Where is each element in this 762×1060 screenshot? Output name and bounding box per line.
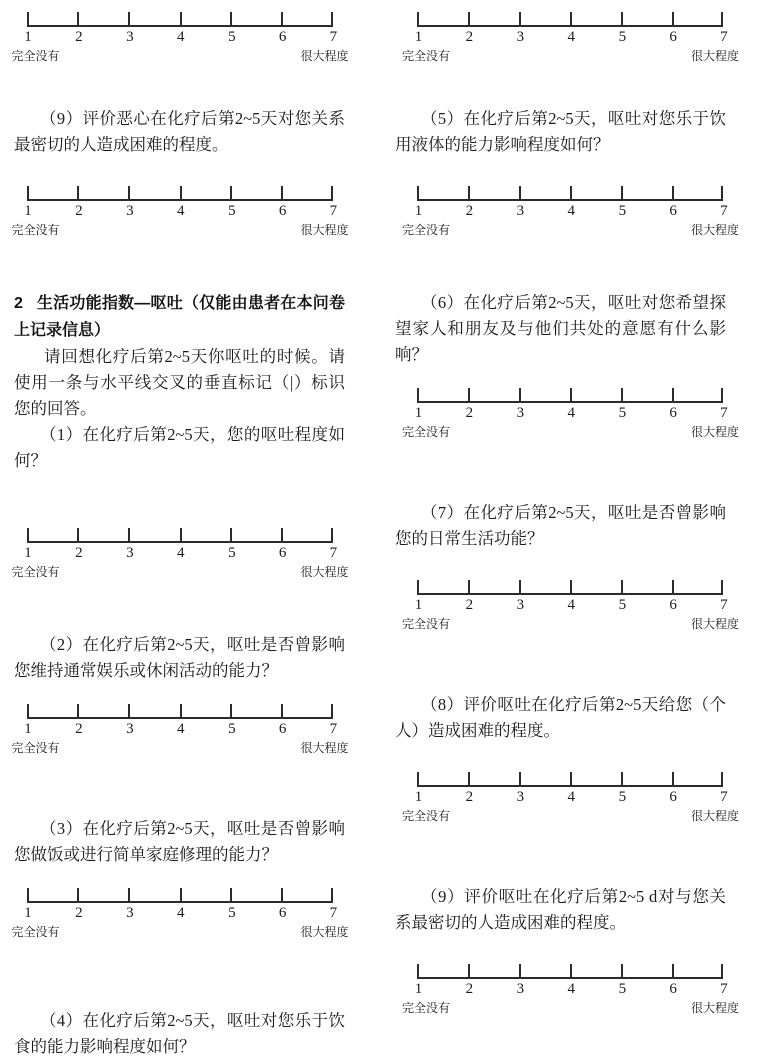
scale-anchor-low: 完全没有 — [402, 425, 451, 439]
scale-number-1: 1 — [414, 981, 423, 997]
scale-track[interactable] — [27, 184, 333, 201]
scale-tick-4 — [570, 12, 572, 27]
question-3: （3）在化疗后第2~5天，呕吐是否曾影响您做饭或进行简单家庭修理的能力？ — [14, 819, 345, 864]
scale-number-3: 3 — [516, 405, 525, 421]
scale-anchor-low: 完全没有 — [11, 925, 60, 939]
rating-scale[interactable] — [11, 702, 349, 756]
scale-tick-5 — [230, 528, 232, 543]
scale-anchor-high: 很大程度 — [300, 741, 349, 755]
scale-anchor-low: 完全没有 — [402, 1001, 451, 1015]
scale-number-3: 3 — [126, 721, 134, 737]
scale-tick-2 — [77, 704, 79, 719]
scale-number-6: 6 — [278, 905, 287, 921]
question-7: （7）在化疗后第2~5天，呕吐是否曾影响您的日常生活功能？ — [395, 503, 726, 548]
scale-tick-7 — [721, 388, 723, 403]
rating-scale[interactable] — [402, 770, 739, 824]
scale-number-3: 3 — [516, 29, 525, 45]
scale-tick-6 — [672, 388, 674, 403]
question-8: （8）评价呕吐在化疗后第2~5天给您（个人）造成困难的程度。 — [395, 695, 726, 740]
rating-scale[interactable] — [402, 386, 739, 440]
scale-tick-7 — [721, 580, 723, 595]
scale-anchor-high: 很大程度 — [300, 565, 349, 579]
scale-number-7: 7 — [329, 203, 338, 219]
scale-number-5: 5 — [618, 203, 627, 219]
left-column — [0, 0, 381, 1056]
scale-tick-7 — [331, 186, 333, 201]
scale-tick-5 — [621, 772, 623, 787]
scale-tick-6 — [672, 580, 674, 595]
question-6: （6）在化疗后第2~5天，呕吐对您希望探望家人和朋友及与他们共处的意愿有什么影响？ — [395, 293, 726, 364]
scale-tick-1 — [417, 388, 419, 403]
scale-tick-1 — [27, 12, 29, 27]
rating-scale[interactable] — [402, 10, 739, 64]
question-4: （4）在化疗后第2~5天，呕吐对您乐于饮食的能力影响程度如何？ — [14, 1011, 345, 1056]
scale-numbers — [414, 788, 728, 807]
scale-tick-4 — [570, 388, 572, 403]
scale-tick-5 — [230, 704, 232, 719]
scale-number-6: 6 — [278, 545, 287, 561]
scale-tick-4 — [570, 186, 572, 201]
scale-anchors — [402, 48, 739, 64]
scale-number-1: 1 — [24, 545, 32, 561]
scale-tick-3 — [128, 12, 130, 27]
scale-number-4: 4 — [567, 405, 575, 421]
scale-anchor-low: 完全没有 — [402, 223, 451, 237]
scale-anchors — [11, 222, 349, 238]
scale-number-6: 6 — [669, 981, 677, 997]
scale-tick-3 — [128, 186, 130, 201]
question-9: （9）评价呕吐在化疗后第2~5 d对与您关系最密切的人造成困难的程度。 — [395, 887, 726, 932]
scale-number-4: 4 — [567, 981, 575, 997]
scale-number-5: 5 — [228, 29, 236, 45]
scale-number-5: 5 — [228, 721, 236, 737]
scale-number-1: 1 — [414, 29, 423, 45]
scale-numbers — [24, 904, 338, 923]
rating-scale[interactable] — [11, 10, 349, 64]
scale-anchors — [402, 222, 739, 238]
scale-number-2: 2 — [75, 29, 83, 45]
scale-number-3: 3 — [516, 203, 525, 219]
scale-track[interactable] — [417, 962, 723, 979]
scale-tick-4 — [180, 186, 182, 201]
scale-anchor-high: 很大程度 — [690, 1001, 739, 1015]
scale-number-5: 5 — [618, 789, 627, 805]
scale-tick-6 — [281, 704, 283, 719]
scale-number-5: 5 — [618, 29, 627, 45]
scale-tick-5 — [621, 964, 623, 979]
scale-tick-1 — [417, 580, 419, 595]
scale-tick-7 — [331, 12, 333, 27]
scale-number-5: 5 — [228, 905, 236, 921]
scale-tick-3 — [519, 772, 521, 787]
question-5: （5）在化疗后第2~5天，呕吐对您乐于饮用液体的能力影响程度如何？ — [395, 109, 726, 154]
scale-tick-5 — [621, 186, 623, 201]
scale-track[interactable] — [27, 886, 333, 903]
scale-number-4: 4 — [176, 721, 185, 737]
scale-tick-7 — [721, 12, 723, 27]
scale-tick-3 — [128, 888, 130, 903]
scale-anchor-low: 完全没有 — [11, 741, 60, 755]
scale-anchor-high: 很大程度 — [690, 49, 739, 63]
scale-number-5: 5 — [228, 545, 236, 561]
scale-number-1: 1 — [24, 203, 32, 219]
section-number: 2 — [14, 295, 23, 312]
scale-anchor-high: 很大程度 — [690, 223, 739, 237]
scale-numbers — [414, 404, 728, 423]
scale-tick-1 — [27, 704, 29, 719]
scale-tick-1 — [417, 772, 419, 787]
scale-number-2: 2 — [75, 203, 83, 219]
scale-anchors — [402, 808, 739, 824]
scale-number-4: 4 — [176, 545, 185, 561]
scale-numbers — [24, 202, 338, 221]
scale-number-7: 7 — [720, 29, 728, 45]
scale-number-7: 7 — [720, 203, 728, 219]
scale-number-2: 2 — [465, 789, 474, 805]
rating-scale[interactable] — [402, 184, 739, 238]
scale-track[interactable] — [417, 386, 723, 403]
scale-number-3: 3 — [516, 789, 525, 805]
scale-number-1: 1 — [24, 29, 32, 45]
scale-tick-3 — [128, 528, 130, 543]
scale-tick-4 — [180, 12, 182, 27]
scale-tick-2 — [77, 186, 79, 201]
scale-anchor-high: 很大程度 — [300, 223, 349, 237]
scale-number-2: 2 — [75, 721, 83, 737]
scale-number-4: 4 — [567, 597, 575, 613]
scale-tick-2 — [468, 186, 470, 201]
scale-number-6: 6 — [669, 29, 677, 45]
scale-number-7: 7 — [720, 789, 728, 805]
scale-track[interactable] — [27, 10, 333, 27]
scale-number-5: 5 — [618, 405, 627, 421]
scale-tick-6 — [281, 888, 283, 903]
scale-track[interactable] — [417, 770, 723, 787]
scale-number-6: 6 — [278, 203, 287, 219]
scale-tick-7 — [331, 888, 333, 903]
scale-tick-1 — [417, 964, 419, 979]
scale-number-7: 7 — [720, 981, 728, 997]
scale-number-1: 1 — [414, 203, 423, 219]
scale-anchor-high: 很大程度 — [300, 49, 349, 63]
scale-numbers — [24, 28, 338, 47]
scale-anchor-high: 很大程度 — [690, 617, 739, 631]
scale-number-5: 5 — [618, 981, 627, 997]
scale-tick-2 — [468, 772, 470, 787]
scale-number-6: 6 — [669, 405, 677, 421]
scale-track[interactable] — [417, 184, 723, 201]
scale-track[interactable] — [27, 526, 333, 543]
scale-anchors — [11, 564, 349, 580]
scale-number-1: 1 — [24, 721, 32, 737]
scale-number-7: 7 — [329, 545, 338, 561]
scale-number-2: 2 — [75, 545, 83, 561]
section-instructions: 请回想化疗后第2~5天你呕吐的时候。请使用一条与水平线交叉的垂直标记（|）标识您的回答。 — [14, 347, 345, 418]
scale-track[interactable] — [27, 702, 333, 719]
scale-anchors — [11, 924, 349, 940]
scale-tick-5 — [621, 12, 623, 27]
scale-number-4: 4 — [176, 29, 185, 45]
scale-tick-3 — [519, 580, 521, 595]
scale-tick-3 — [128, 704, 130, 719]
scale-number-3: 3 — [126, 545, 134, 561]
scale-numbers — [414, 28, 728, 47]
scale-numbers — [24, 720, 338, 739]
scale-tick-3 — [519, 186, 521, 201]
question-nausea-9: （9）评价恶心在化疗后第2~5天对您关系最密切的人造成困难的程度。 — [14, 109, 345, 154]
section-title: 生活功能指数—呕吐（仅能由患者在本问卷上记录信息） — [14, 295, 345, 339]
scale-tick-2 — [468, 580, 470, 595]
scale-tick-4 — [570, 580, 572, 595]
scale-tick-5 — [621, 580, 623, 595]
scale-tick-6 — [672, 12, 674, 27]
scale-number-2: 2 — [465, 597, 474, 613]
scale-tick-4 — [180, 888, 182, 903]
scale-tick-7 — [331, 528, 333, 543]
scale-number-1: 1 — [414, 405, 423, 421]
scale-number-2: 2 — [465, 29, 474, 45]
rating-scale[interactable] — [11, 184, 349, 238]
scale-tick-1 — [27, 528, 29, 543]
scale-anchor-low: 完全没有 — [11, 223, 60, 237]
scale-number-3: 3 — [126, 29, 134, 45]
scale-number-4: 4 — [567, 203, 575, 219]
scale-tick-5 — [230, 186, 232, 201]
scale-numbers — [414, 980, 728, 999]
scale-tick-7 — [721, 772, 723, 787]
scale-tick-4 — [180, 704, 182, 719]
scale-number-6: 6 — [669, 789, 677, 805]
scale-tick-5 — [621, 388, 623, 403]
scale-tick-1 — [417, 186, 419, 201]
scale-number-6: 6 — [669, 597, 677, 613]
scale-tick-7 — [721, 964, 723, 979]
scale-tick-6 — [672, 772, 674, 787]
scale-tick-7 — [721, 186, 723, 201]
scale-number-4: 4 — [567, 29, 575, 45]
scale-number-7: 7 — [329, 905, 338, 921]
scale-tick-4 — [570, 964, 572, 979]
scale-numbers — [414, 202, 728, 221]
scale-anchor-high: 很大程度 — [690, 809, 739, 823]
scale-tick-7 — [331, 704, 333, 719]
scale-tick-2 — [77, 528, 79, 543]
scale-tick-2 — [468, 964, 470, 979]
scale-number-5: 5 — [228, 203, 236, 219]
scale-tick-6 — [672, 186, 674, 201]
scale-anchors — [11, 740, 349, 756]
scale-anchor-low: 完全没有 — [11, 49, 60, 63]
scale-number-1: 1 — [414, 789, 423, 805]
question-1: （1）在化疗后第2~5天，您的呕吐程度如何？ — [14, 425, 345, 470]
scale-number-7: 7 — [329, 721, 338, 737]
scale-anchors — [11, 48, 349, 64]
scale-anchor-high: 很大程度 — [300, 925, 349, 939]
scale-anchor-low: 完全没有 — [402, 49, 451, 63]
rating-scale[interactable] — [402, 578, 739, 632]
scale-tick-1 — [27, 186, 29, 201]
rating-scale[interactable] — [402, 962, 739, 1016]
scale-anchors — [402, 424, 739, 440]
scale-track[interactable] — [417, 10, 723, 27]
rating-scale[interactable] — [11, 526, 349, 580]
scale-tick-2 — [468, 12, 470, 27]
scale-number-7: 7 — [720, 597, 728, 613]
scale-tick-5 — [230, 888, 232, 903]
scale-tick-3 — [519, 388, 521, 403]
scale-tick-5 — [230, 12, 232, 27]
scale-number-6: 6 — [669, 203, 677, 219]
rating-scale[interactable] — [11, 886, 349, 940]
scale-tick-4 — [570, 772, 572, 787]
question-2: （2）在化疗后第2~5天，呕吐是否曾影响您维持通常娱乐或休闲活动的能力？ — [14, 635, 345, 680]
scale-anchor-low: 完全没有 — [402, 617, 451, 631]
scale-number-2: 2 — [465, 203, 474, 219]
scale-anchors — [402, 616, 739, 632]
scale-number-4: 4 — [176, 905, 185, 921]
scale-numbers — [414, 596, 728, 615]
scale-tick-6 — [281, 528, 283, 543]
scale-tick-1 — [27, 888, 29, 903]
scale-number-2: 2 — [465, 981, 474, 997]
scale-number-3: 3 — [516, 981, 525, 997]
scale-tick-2 — [77, 12, 79, 27]
scale-numbers — [24, 544, 338, 563]
section-heading — [14, 290, 345, 344]
scale-number-3: 3 — [126, 203, 134, 219]
scale-anchors — [402, 1000, 739, 1016]
scale-number-3: 3 — [126, 905, 134, 921]
scale-tick-6 — [672, 964, 674, 979]
scale-number-3: 3 — [516, 597, 525, 613]
scale-tick-6 — [281, 12, 283, 27]
scale-number-1: 1 — [414, 597, 423, 613]
scale-tick-1 — [417, 12, 419, 27]
scale-number-4: 4 — [567, 789, 575, 805]
scale-tick-3 — [519, 964, 521, 979]
scale-anchor-low: 完全没有 — [402, 809, 451, 823]
scale-number-7: 7 — [720, 405, 728, 421]
scale-anchor-low: 完全没有 — [11, 565, 60, 579]
scale-tick-2 — [468, 388, 470, 403]
scale-tick-3 — [519, 12, 521, 27]
scale-number-1: 1 — [24, 905, 32, 921]
scale-anchor-high: 很大程度 — [690, 425, 739, 439]
scale-number-6: 6 — [278, 29, 287, 45]
scale-number-2: 2 — [465, 405, 474, 421]
right-column — [381, 0, 762, 1036]
scale-tick-2 — [77, 888, 79, 903]
scale-tick-6 — [281, 186, 283, 201]
scale-number-7: 7 — [329, 29, 338, 45]
scale-number-2: 2 — [75, 905, 83, 921]
scale-number-5: 5 — [618, 597, 627, 613]
scale-number-6: 6 — [278, 721, 287, 737]
scale-tick-4 — [180, 528, 182, 543]
scale-number-4: 4 — [176, 203, 185, 219]
scale-track[interactable] — [417, 578, 723, 595]
